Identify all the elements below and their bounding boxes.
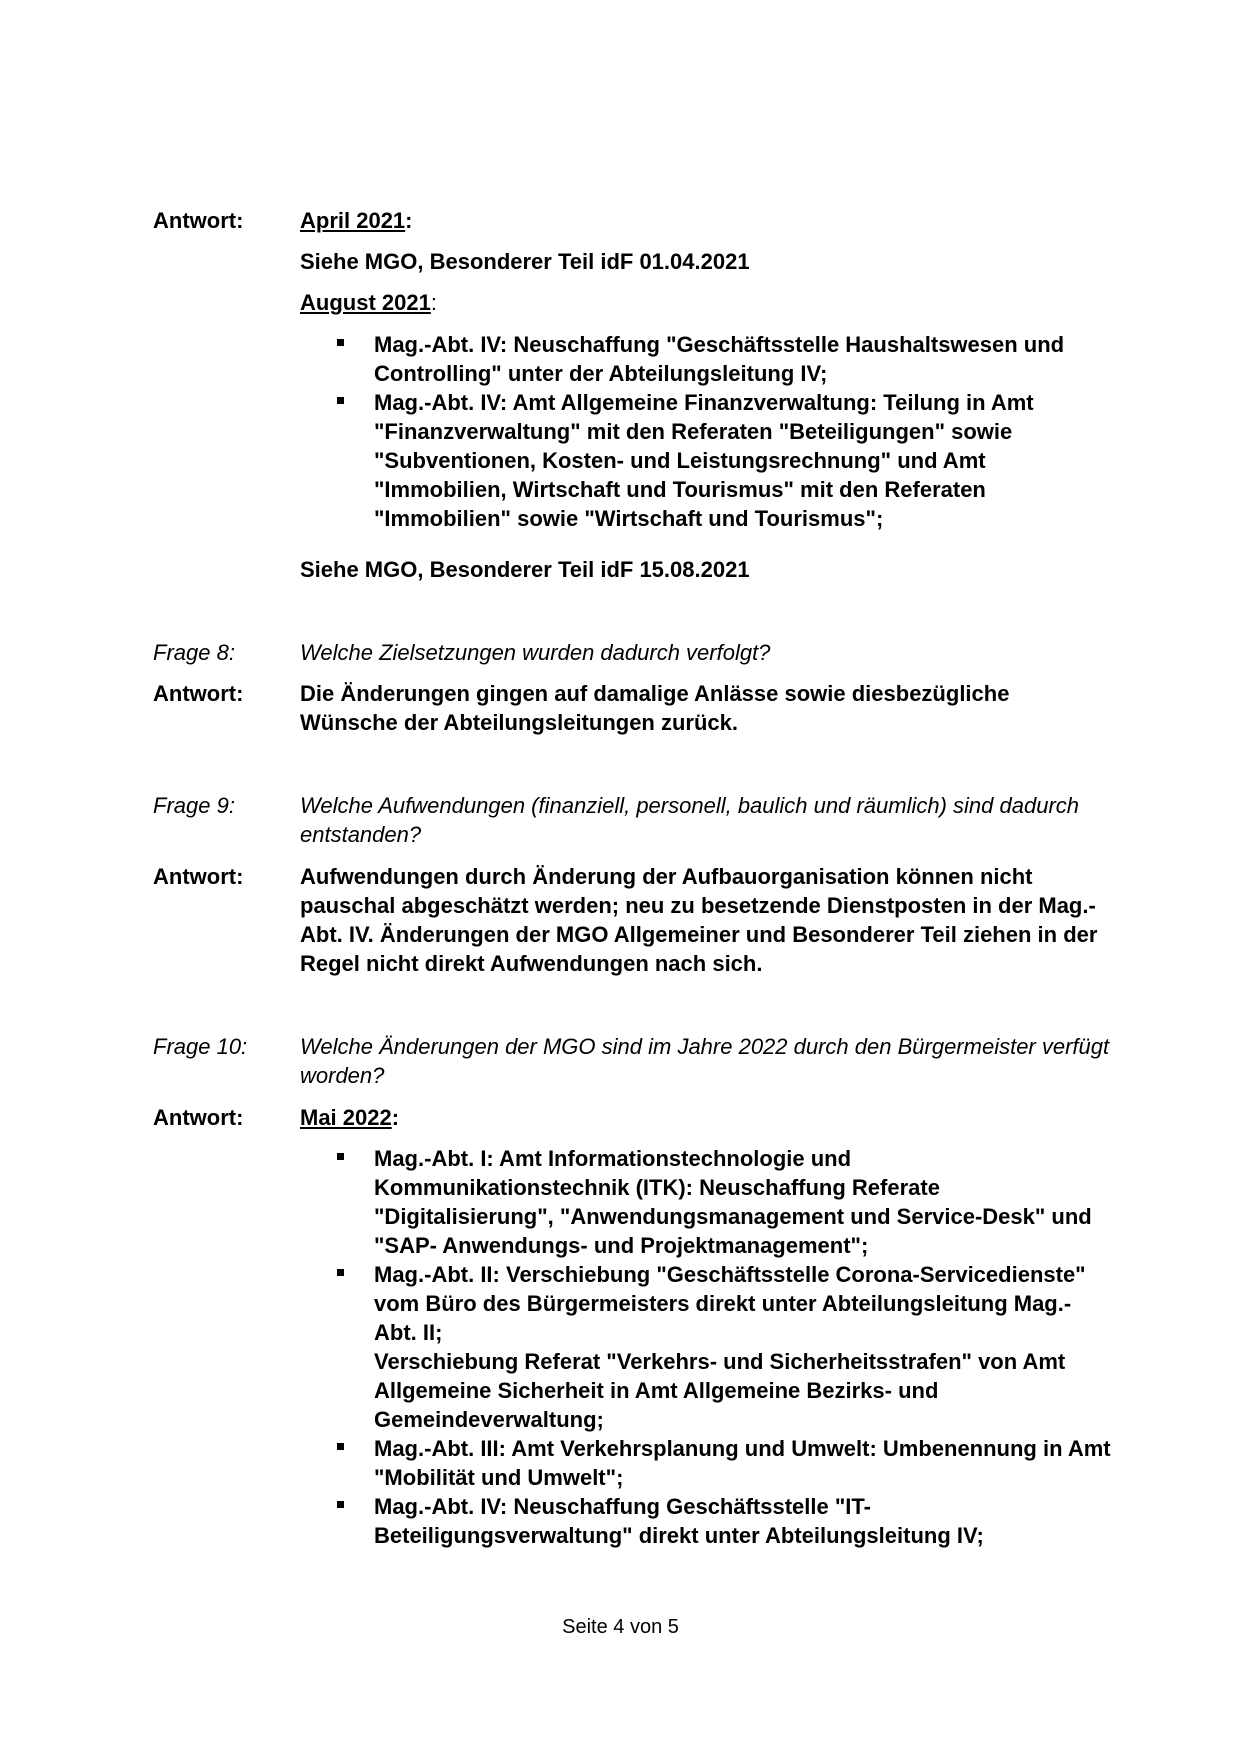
april-colon: : (405, 208, 413, 233)
list-item: Mag.-Abt. III: Amt Verkehrsplanung und Umwelt: Umbenennung in Amt "Mobilität und Umwelt"; (337, 1434, 1112, 1492)
question-text: Welche Aufwendungen (finanziell, personell, baulich und räumlich) sind dadurch entstanden? (300, 793, 1080, 847)
answer-text: Die Änderungen gingen auf damalige Anlässe sowie diesbezügliche Wünsche der Abteilungsleitungen zurück. (300, 681, 1010, 735)
question-text: Welche Änderungen der MGO sind im Jahre 2022 durch den Bürgermeister verfügt worden? (300, 1034, 1110, 1088)
list-item: Mag.-Abt. IV: Amt Allgemeine Finanzverwaltung: Teilung in Amt "Finanzverwaltung" mit den Referaten "Beteiligungen" sowie "Subventionen, Kosten- und Leistungsrechnung" und Amt "Immobilien, Wirtschaft und Tourismus" mit den Referaten "Immobilien" sowie "Wirtschaft und Tourismus"; (337, 388, 1112, 533)
page-footer: Seite 4 von 5 (562, 1616, 679, 1638)
august-colon: : (430, 290, 437, 315)
mai-colon: : (391, 1105, 400, 1130)
question-text: Welche Zielsetzungen wurden dadurch verfolgt? (300, 640, 771, 665)
answer-label: Antwort: (153, 1105, 244, 1130)
april-heading: April 2021 (300, 208, 406, 233)
mai-heading: Mai 2022 (300, 1105, 392, 1130)
question-label: Frage 8: (153, 640, 235, 665)
question-label: Frage 10: (153, 1034, 248, 1059)
bullet-icon (337, 1501, 344, 1508)
august-reference: Siehe MGO, Besonderer Teil idF 15.08.2021 (300, 557, 750, 582)
bullet-icon (337, 1443, 344, 1450)
mai-heading-line (300, 1103, 1112, 1132)
august-changes-list (337, 330, 1112, 533)
list-item: Mag.-Abt. II: Verschiebung "Geschäftsstelle Corona-Servicedienste" vom Büro des Bürgermeisters direkt unter Abteilungsleitung Mag.-Abt. II; Verschiebung Referat "Verkehrs- und Sicherheitsstrafen" von Amt Allgemeine Sicherheit in Amt Allgemeine Bezirks- und Gemeindeverwaltung; (337, 1260, 1112, 1434)
answer-text: Aufwendungen durch Änderung der Aufbauorganisation können nicht pauschal abgeschätzt werden; neu zu besetzende Dienstposten in der Mag.-Abt. IV. Änderungen der MGO Allgemeiner und Besonderer Teil ziehen in der Regel nicht direkt Aufwendungen nach sich. (300, 864, 1098, 976)
list-item: Mag.-Abt. IV: Neuschaffung Geschäftsstelle "IT-Beteiligungsverwaltung" direkt unter Abteilungsleitung IV; (337, 1492, 1112, 1550)
bullet-icon (337, 397, 344, 404)
question-label: Frage 9: (153, 793, 235, 818)
list-item-continuation: Verschiebung Referat "Verkehrs- und Sicherheitsstrafen" von Amt Allgemeine Sicherheit in Amt Allgemeine Bezirks- und Gemeindeverwaltung; (374, 1349, 1066, 1432)
august-heading: August 2021 (300, 290, 431, 315)
bullet-icon (337, 1153, 344, 1160)
answer-label: Antwort: (153, 864, 244, 889)
list-item: Mag.-Abt. IV: Neuschaffung "Geschäftsstelle Haushaltswesen und Controlling" unter der Abteilungsleitung IV; (337, 330, 1112, 388)
mai-changes-list (337, 1144, 1112, 1550)
april-heading-line (300, 206, 1112, 235)
list-item: Mag.-Abt. I: Amt Informationstechnologie und Kommunikationstechnik (ITK): Neuschaffung Referate "Digitalisierung", "Anwendungsmanagement und Service-Desk" und "SAP- Anwendungs- und Projektmanagement"; (337, 1144, 1112, 1260)
august-heading-line (300, 288, 1112, 317)
answer-label: Antwort: (153, 208, 244, 233)
answer-label: Antwort: (153, 681, 244, 706)
april-reference: Siehe MGO, Besonderer Teil idF 01.04.2021 (300, 249, 750, 274)
bullet-icon (337, 1269, 344, 1276)
bullet-icon (337, 339, 344, 346)
